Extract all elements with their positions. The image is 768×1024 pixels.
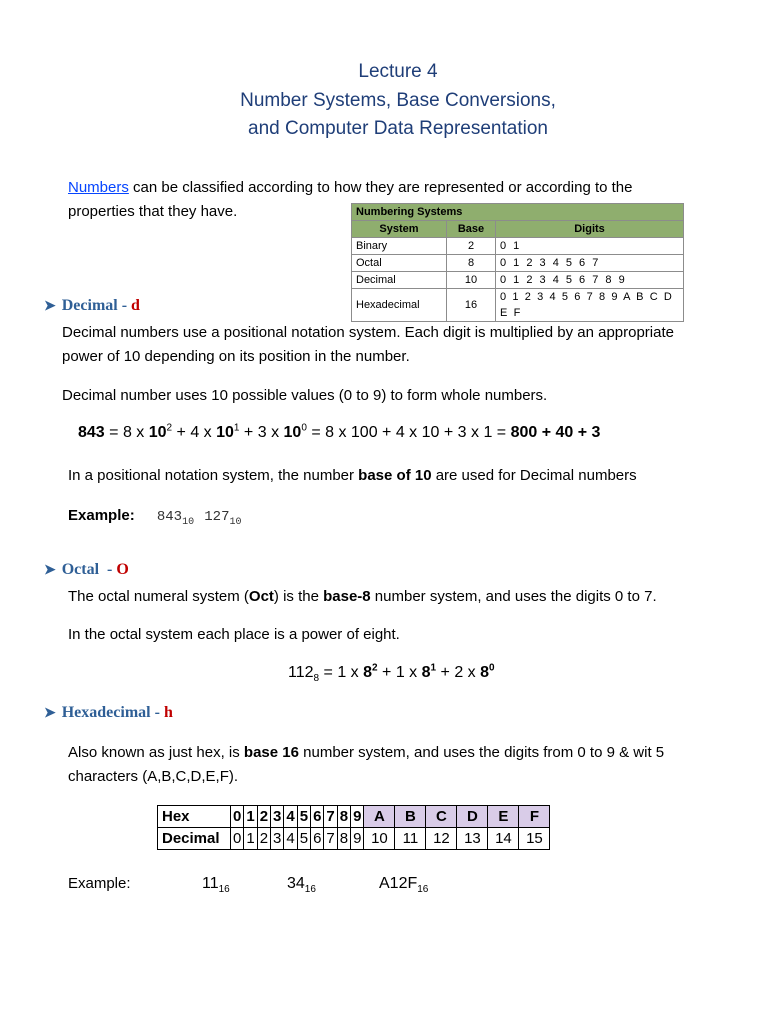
decimal-cell: 5	[297, 828, 310, 850]
decimal-text-1b: power of 10 depending on its position in the number.	[62, 348, 410, 365]
eq-base: 10	[283, 424, 302, 441]
decimal-heading	[44, 297, 140, 315]
arrow-bullet-icon: ➤	[44, 299, 56, 314]
decimal-cell: 8	[337, 828, 350, 850]
eq-term: + 3 x	[239, 424, 284, 441]
hex-example-2	[287, 872, 316, 896]
numbers-link[interactable]: Numbers	[68, 179, 129, 196]
hex-example	[68, 872, 468, 896]
decimal-cell: 11	[395, 828, 426, 850]
eq-term: = 8 x 100 + 4 x 10 + 3 x 1 =	[306, 424, 511, 441]
decimal-paragraph-2: Decimal number uses 10 possible values (0 to 9) to form whole numbers.	[62, 387, 548, 404]
header-digits: Digits	[496, 221, 684, 238]
octal-paragraph-1	[68, 585, 657, 609]
example-value: 127	[204, 509, 230, 525]
hex-cell: 2	[257, 806, 270, 828]
hex-cell: 8	[337, 806, 350, 828]
decimal-cell: 6	[311, 828, 324, 850]
hex-cell: F	[519, 806, 550, 828]
header-system: System	[352, 221, 447, 238]
eq-term: = 8 x	[104, 424, 149, 441]
decimal-cell: 14	[488, 828, 519, 850]
table-row	[352, 238, 684, 255]
eq-exponent: 1	[430, 662, 437, 674]
eq-base: 8	[421, 664, 431, 681]
octal-heading-text: Octal -	[61, 561, 117, 578]
octal-text-1e: number system, and uses the digits 0 to 7.	[370, 588, 657, 605]
hex-cell: 5	[297, 806, 310, 828]
eq-term: = 1 x	[319, 664, 364, 681]
octal-letter: O	[116, 561, 129, 578]
base-cell: 2	[447, 238, 496, 255]
eq-exponent: 2	[372, 662, 378, 674]
example-subscript: 16	[417, 884, 429, 896]
hex-row-label: Hex	[158, 806, 231, 828]
hex-text-1d: characters (A,B,C,D,E,F).	[68, 768, 239, 785]
header-base: Base	[447, 221, 496, 238]
hex-text-1c: number system, and uses the digits from 0 to 9 & wit 5	[298, 744, 665, 761]
arrow-bullet-icon: ➤	[44, 563, 56, 578]
system-cell: Decimal	[352, 272, 447, 289]
hex-example-3	[379, 872, 428, 896]
hex-cell: A	[364, 806, 395, 828]
eq-term: + 2 x	[436, 664, 481, 681]
base-cell: 10	[447, 272, 496, 289]
eq-base: 8	[363, 664, 373, 681]
eq-exponent: 0	[301, 422, 307, 434]
example-subscript: 10	[229, 516, 242, 528]
eq-subscript: 8	[313, 673, 320, 685]
eq-number: 112	[288, 664, 314, 681]
system-cell: Hexadecimal	[352, 289, 447, 322]
decimal-cell: 9	[351, 828, 364, 850]
octal-text-1c: ) is the	[273, 588, 324, 605]
page-title-line3: and Computer Data Representation	[248, 118, 548, 139]
hex-text-1b: base 16	[243, 744, 299, 761]
hex-cell: 1	[244, 806, 257, 828]
decimal-cell: 3	[271, 828, 284, 850]
digits-cell: 0 1 2 3 4 5 6 7 8 9	[496, 272, 684, 289]
example-value: A12F	[379, 875, 418, 892]
decimal-paragraph-1	[62, 321, 758, 369]
hex-cell: C	[426, 806, 457, 828]
example-label: Example:	[68, 507, 135, 524]
hex-decimal-table	[157, 805, 550, 850]
octal-equation	[288, 662, 495, 685]
hex-heading-text: Hexadecimal -	[61, 704, 164, 721]
example-value: 843	[156, 509, 183, 525]
decimal-text-3c: are used for Decimal numbers	[431, 467, 637, 484]
octal-text-1b: Oct	[248, 588, 274, 605]
octal-text-1d: base-8	[323, 588, 371, 605]
intro-text-1: can be classified according to how they are represented or according to the	[128, 179, 633, 196]
decimal-example-2	[204, 509, 242, 528]
hex-cell: B	[395, 806, 426, 828]
eq-base: 10	[148, 424, 167, 441]
eq-number: 843	[78, 424, 105, 441]
system-cell: Octal	[352, 255, 447, 272]
base-cell: 8	[447, 255, 496, 272]
hex-cell: 7	[324, 806, 337, 828]
intro-text-2: properties that they have.	[68, 203, 238, 220]
decimal-text-3a: In a positional notation system, the number	[68, 467, 359, 484]
hex-cell: E	[488, 806, 519, 828]
decimal-letter: d	[131, 297, 140, 314]
example-subscript: 16	[304, 884, 316, 896]
page-title-line2: Number Systems, Base Conversions,	[240, 90, 556, 111]
decimal-cell: 0	[231, 828, 244, 850]
eq-result: 800 + 40 + 3	[510, 424, 601, 441]
example-value: 34	[287, 875, 305, 892]
decimal-cell: 2	[257, 828, 270, 850]
digits-cell: 0 1 2 3 4 5 6 7	[496, 255, 684, 272]
decimal-text-1a: Decimal numbers use a positional notation system. Each digit is multiplied by an appropriate	[62, 324, 674, 341]
hex-text-1a: Also known as just hex, is	[68, 744, 244, 761]
eq-base: 10	[216, 424, 234, 441]
decimal-example	[68, 504, 242, 529]
page-title-line1: Lecture 4	[358, 61, 438, 82]
arrow-bullet-icon: ➤	[44, 706, 56, 721]
decimal-row-label: Decimal	[158, 828, 231, 850]
hex-cell: 0	[231, 806, 244, 828]
octal-paragraph-2: In the octal system each place is a power of eight.	[68, 626, 400, 643]
table-row	[352, 289, 684, 322]
eq-term: + 1 x	[377, 664, 422, 681]
eq-term: + 4 x	[172, 424, 217, 441]
decimal-cell: 10	[364, 828, 395, 850]
eq-exponent: 2	[166, 422, 173, 434]
hex-cell: 6	[311, 806, 324, 828]
octal-heading	[44, 561, 129, 579]
decimal-cell: 7	[324, 828, 337, 850]
example-value: 11	[202, 875, 219, 892]
example-subscript: 10	[182, 516, 195, 528]
eq-exponent: 0	[489, 662, 495, 674]
table-row	[158, 828, 550, 850]
digits-cell: 0 1	[496, 238, 684, 255]
decimal-cell: 1	[244, 828, 257, 850]
hex-cell: 3	[271, 806, 284, 828]
table-row	[158, 806, 550, 828]
eq-base: 8	[480, 664, 490, 681]
hex-example-1	[202, 872, 230, 896]
hex-cell: 4	[284, 806, 297, 828]
decimal-cell: 12	[426, 828, 457, 850]
hex-paragraph-1	[68, 741, 758, 789]
table-row	[352, 255, 684, 272]
hex-heading	[44, 704, 173, 722]
example-label: Example:	[68, 875, 131, 892]
decimal-text-3b: base of 10	[358, 467, 432, 484]
hex-cell: 9	[351, 806, 364, 828]
table-row	[352, 272, 684, 289]
hex-cell: D	[457, 806, 488, 828]
system-cell: Binary	[352, 238, 447, 255]
hex-letter: h	[163, 704, 173, 721]
decimal-cell: 4	[284, 828, 297, 850]
decimal-cell: 15	[519, 828, 550, 850]
example-subscript: 16	[218, 884, 230, 896]
octal-text-1a: The octal numeral system (	[68, 588, 249, 605]
base-cell: 16	[447, 289, 496, 322]
decimal-paragraph-3	[68, 464, 637, 488]
decimal-example-1	[156, 509, 195, 528]
decimal-cell: 13	[457, 828, 488, 850]
numbering-systems-table	[351, 203, 684, 322]
decimal-equation	[78, 424, 600, 442]
eq-exponent: 1	[233, 422, 240, 434]
decimal-heading-text: Decimal -	[61, 297, 132, 314]
digits-cell: 0 1 2 3 4 5 6 7 8 9 A B C D E F	[496, 289, 684, 322]
numbering-systems-caption: Numbering Systems	[352, 204, 684, 221]
